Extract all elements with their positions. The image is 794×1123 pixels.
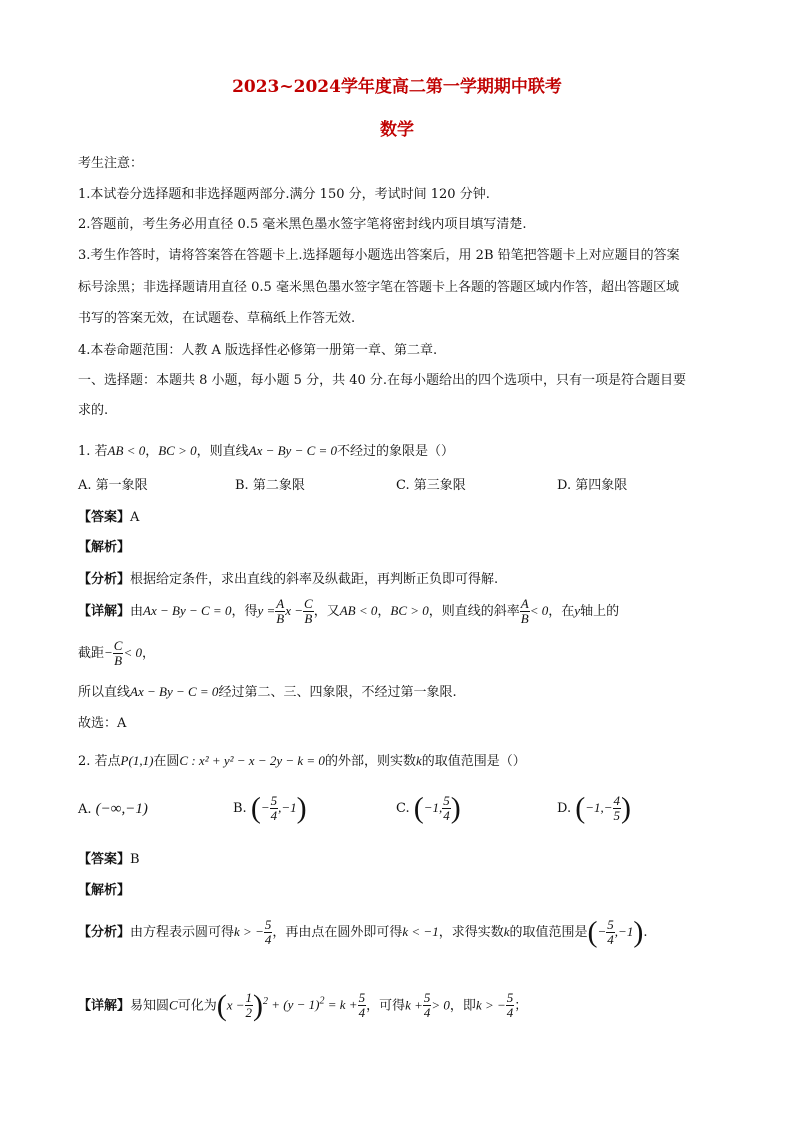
q1-option-d[interactable]: D. 第四象限 — [557, 478, 628, 493]
q2-detail: 【详解】易知圆C可化为(x − $\frac{1}{2}$ )$^2 + (y - 1)^2 = k$ + $\frac{5}{4}$ ，可得k + $\frac{5}{4}$ > 0，即k > − $\frac{5}{4}$ ； — [78, 988, 528, 1022]
detail-4: ，即 — [449, 998, 476, 1014]
q1-prefix: 1. 若 — [78, 444, 108, 459]
notice-2: 2.答题前，考生务必用直径 0.5 毫米黑色墨水签字笔将密封线内项目填写清楚. — [78, 217, 527, 232]
fenxi-tag: 【分析】 — [78, 572, 131, 587]
intercept-end: ， — [142, 646, 156, 661]
slope-fraction: $\frac{A}{B}$ — [520, 596, 529, 626]
fenxi-4: 的取值范围是 — [509, 925, 588, 940]
fenxi-3: ，求得实数 — [438, 925, 504, 940]
q2-text-1: 2. 若点 — [78, 754, 121, 769]
detail-eq: Ax − By − C = 0 — [143, 603, 232, 618]
detail-text-3: ，又 — [313, 604, 340, 619]
section-heading-1: 一、选择题：本题共 8 小题，每小题 5 分，共 40 分.在每小题给出的四个选项中，只有一项是符合题目要 — [78, 373, 687, 388]
opt-c-label: C. — [396, 801, 410, 816]
q2-text-3: 的外部，则实数 — [324, 754, 416, 769]
q2-analysis-tag: 【解析】 — [78, 883, 131, 898]
fraction-c-over-b: $\frac{C}{B}$ — [304, 596, 313, 626]
detail-y: y = — [257, 603, 276, 618]
q1-option-a[interactable]: A. 第一象限 — [78, 478, 148, 493]
detail-text-4: ，则直线的斜率 — [428, 604, 520, 619]
answer-tag: 【答案】 — [78, 510, 131, 525]
notice-4: 4.本卷命题范围：人教 A 版选择性必修第一册第一章、第二章. — [78, 343, 438, 358]
q2-fenxi: 【分析】由方程表示圆可得k > − $\frac{5}{4}$ ，再由点在圆外即可得k < −1，求得实数k的取值范围是(− $\frac{5}{4}$ ,−1). — [78, 915, 648, 949]
intercept-label: 截距 — [78, 646, 105, 661]
fenxi-k-lt: k < −1 — [402, 924, 439, 939]
detail-text-5: ，在 — [548, 604, 575, 619]
detail-text-1: 由 — [130, 604, 144, 619]
xiangjie-tag: 【详解】 — [78, 998, 131, 1014]
q1-fenxi — [78, 568, 498, 587]
notice-3c: 书写的答案无效，在试题卷、草稿纸上作答无效. — [78, 311, 356, 326]
detail-text-2: ，得 — [231, 604, 258, 619]
conclusion-eq: Ax − By − C = 0 — [130, 684, 219, 699]
q2-option-b[interactable]: B. (− $\frac{5}{4}$ ,−1) — [233, 791, 307, 825]
q1-stem — [78, 440, 454, 459]
detail-cond-1: AB < 0 — [339, 603, 378, 618]
q1-line-eq: Ax − By − C = 0 — [248, 443, 338, 458]
detail-text-6: 轴上的 — [580, 604, 620, 619]
fenxi-2: ，再由点在圆外即可得 — [272, 925, 403, 940]
conclusion-1: 所以直线 — [78, 685, 131, 700]
q1-conclusion — [78, 681, 457, 700]
xiangjie-tag: 【详解】 — [78, 604, 131, 619]
q1-intercept: 截距− $\frac{C}{B}$ < 0， — [78, 638, 156, 668]
detail-y-axis: y — [574, 603, 581, 618]
answer-tag: 【答案】 — [78, 852, 131, 867]
q1-option-c[interactable]: C. 第三象限 — [396, 478, 466, 493]
q2-option-d[interactable]: D. (−1,− $\frac{4}{5}$ ) — [557, 791, 632, 825]
q2-point: P(1,1) — [120, 753, 154, 768]
notice-1: 1.本试卷分选择题和非选择题两部分.满分 150 分，考试时间 120 分钟. — [78, 187, 490, 202]
q2-text-2: 在圆 — [153, 754, 180, 769]
q2-text-4: 的取值范围是（） — [421, 754, 526, 769]
q2-answer — [78, 848, 140, 867]
q2-stem — [78, 750, 526, 769]
fenxi-text: 根据给定条件，求出直线的斜率及纵截距，再判断正负即可得解. — [130, 572, 499, 587]
intercept-fraction: $\frac{C}{B}$ — [113, 638, 123, 668]
detail-2: 可化为 — [177, 998, 217, 1014]
fenxi-1: 由方程表示圆可得 — [130, 925, 235, 940]
detail-1: 易知圆 — [130, 998, 170, 1014]
q2-circle-eq: C : x² + y² − x − 2y − k = 0 — [179, 753, 325, 768]
q1-analysis-tag: 【解析】 — [78, 540, 131, 555]
detail-end: ； — [514, 998, 528, 1014]
section-heading-1-cont: 求的. — [78, 403, 109, 418]
q1-mid: ，则直线 — [196, 444, 249, 459]
answer-value: A — [130, 510, 140, 525]
fraction-a-over-b: $\frac{A}{B}$ — [276, 596, 285, 626]
opt-b-label: B. — [233, 801, 247, 816]
fenxi-k: k — [503, 924, 510, 939]
detail-3: ，可得 — [366, 998, 406, 1014]
opt-a-label: A. — [78, 802, 92, 817]
conclusion-2: 经过第二、三、四象限，不经过第一象限. — [218, 685, 457, 700]
detail-cond-2: BC > 0 — [390, 603, 429, 618]
notice-3a: 3.考生作答时，请将答案答在答题卡上.选择题每小题选出答案后，用 2B 铅笔把答题卡上对应题目的答案 — [78, 248, 680, 263]
notice-3b: 标号涂黑；非选择题请用直径 0.5 毫米黑色墨水签字笔在答题卡上各题的答题区域内作答，超出答题区域 — [78, 280, 679, 295]
q1-answer — [78, 506, 139, 525]
q2-k: k — [415, 753, 422, 768]
answer-value: B — [130, 852, 140, 867]
fenxi-tag: 【分析】 — [78, 925, 131, 940]
subject-title: 数学 — [380, 120, 414, 140]
opt-a-value: (−∞,−1) — [95, 801, 148, 817]
q2-option-a[interactable] — [78, 794, 148, 825]
detail-C: C — [169, 997, 178, 1013]
q2-option-c[interactable]: C. (−1, $\frac{5}{4}$ ) — [396, 791, 461, 825]
q1-option-b[interactable]: B. 第二象限 — [235, 478, 305, 493]
q1-suffix: 不经过的象限是（） — [337, 444, 455, 459]
q1-choose: 故选：A — [78, 716, 127, 731]
notice-heading: 考生注意： — [78, 156, 144, 171]
exam-title: 2023~2024学年度高二第一学期期中联考 — [232, 77, 562, 97]
opt-d-label: D. — [557, 801, 572, 816]
q1-cond-2: BC > 0 — [158, 443, 197, 458]
q1-detail: 【详解】由Ax − By − C = 0，得y = $\frac{A}{B}$ x − $\frac{C}{B}$ ，又AB < 0，BC > 0，则直线的斜率 $\frac{A}{B}$ < 0，在y轴上的 — [78, 596, 620, 626]
q1-sep: ， — [145, 444, 159, 459]
q1-cond-1: AB < 0 — [107, 443, 146, 458]
